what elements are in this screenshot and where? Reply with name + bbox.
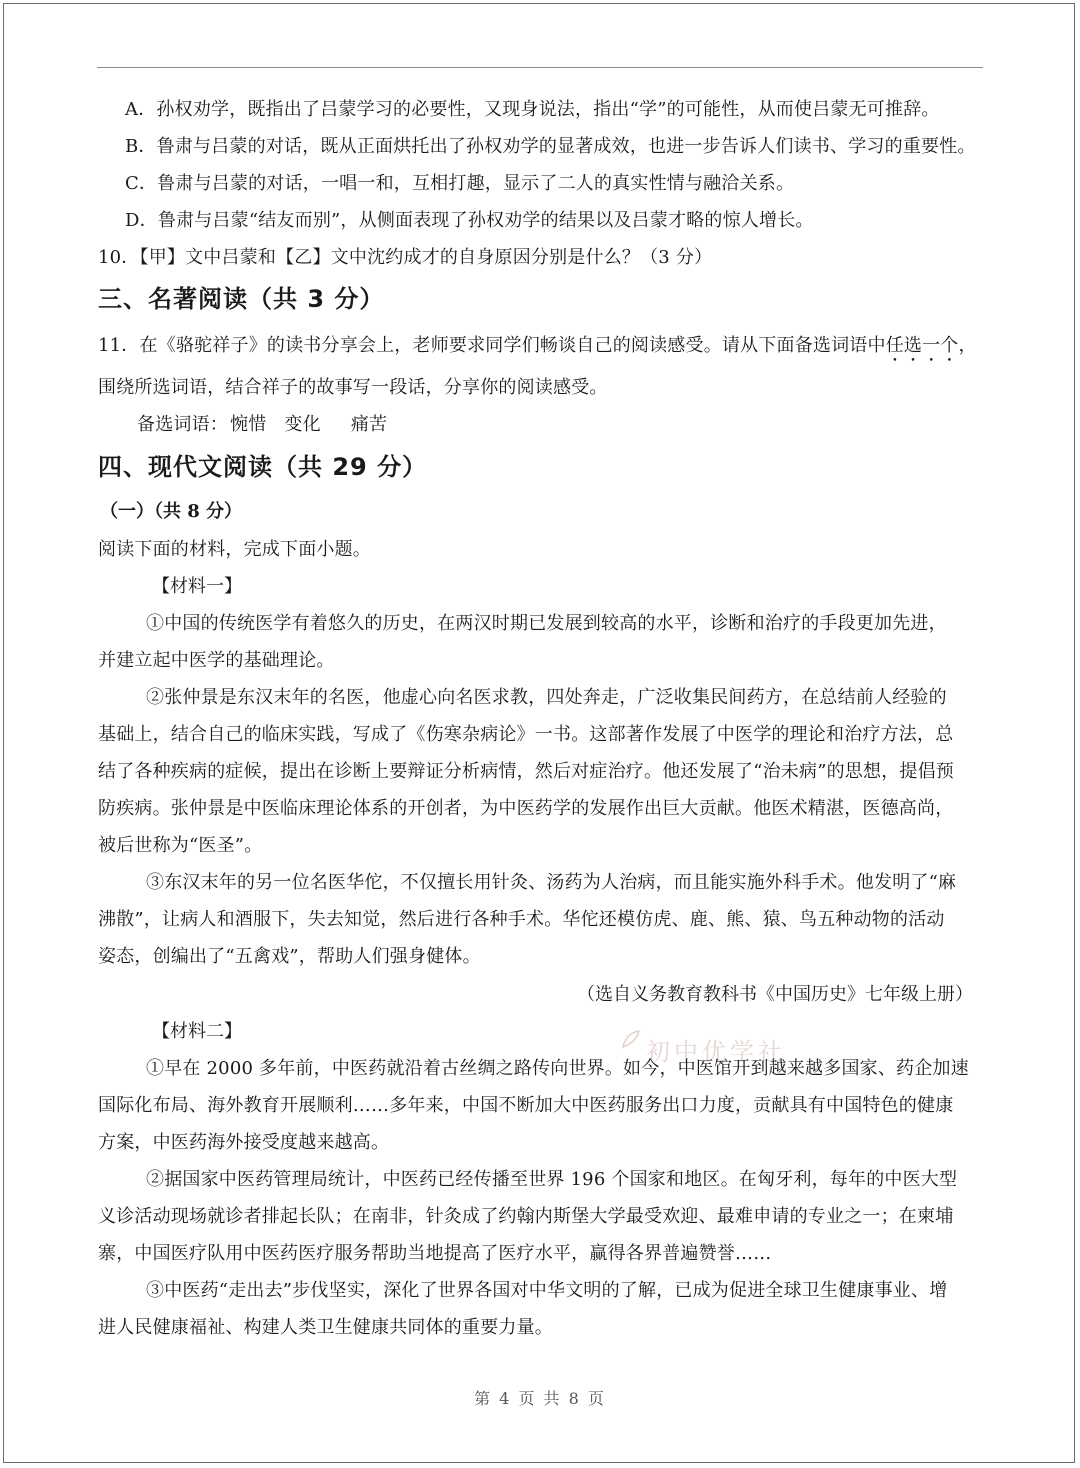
m1-p1-line: 并建立起中医学的基础理论。 — [98, 650, 335, 671]
material-2-label: 【材料二】 — [152, 1021, 242, 1042]
section-3-title: 三、名著阅读（共 3 分） — [98, 285, 385, 313]
m1-p3-line: 姿态，创编出了“五禽戏”，帮助人们强身健体。 — [98, 946, 481, 967]
m2-p2-line: ②据国家中医药管理局统计，中医药已经传播至世界 196 个国家和地区。在匈牙利，每年的中医大型 — [146, 1169, 958, 1190]
page-number: 第 4 页 共 8 页 — [474, 1389, 606, 1408]
question-11-text: 11．在《骆驼祥子》的读书分享会上，老师要求同学们畅谈自己的阅读感受。请从下面备选词语中 — [98, 335, 886, 356]
m1-p2-line: 结了各种疾病的症候，提出在诊断上要辩证分析病情，然后对症治疗。他还发展了“治未病”的思想，提倡预 — [98, 761, 954, 782]
candidate-word: 惋惜 — [230, 414, 267, 435]
m2-p1-line: 国际化布局、海外教育开展顺利……多年来，中国不断加大中医药服务出口力度，贡献具有中国特色的健康 — [98, 1095, 954, 1116]
question-11-line-2: 围绕所选词语，结合祥子的故事写一段话，分享你的阅读感受。 — [98, 377, 608, 398]
m1-p3-line: 沸散”，让病人和酒服下，失去知觉，然后进行各种手术。华佗还模仿虎、鹿、熊、猿、鸟五种动物的活动 — [98, 909, 945, 930]
m1-p2-line: 防疾病。张仲景是中医临床理论体系的开创者，为中医药学的发展作出巨大贡献。他医术精湛，医德高尚， — [98, 798, 954, 819]
m2-p3-line: 进人民健康福祉、构建人类卫生健康共同体的重要力量。 — [98, 1317, 553, 1338]
m1-p2-line: 基础上，结合自己的临床实践，写成了《伤寒杂病论》一书。这部著作发展了中医学的理论和治疗方法，总 — [98, 724, 954, 745]
question-11-comma: ， — [958, 335, 977, 356]
m1-p2-line: ②张仲景是东汉末年的名医，他虚心向名医求教，四处奔走，广泛收集民间药方，在总结前人经验的 — [146, 687, 947, 708]
m2-p2-line: 寨，中国医疗队用中医药医疗服务帮助当地提高了医疗水平，赢得各界普遍赞誉…… — [98, 1243, 772, 1264]
m2-p1-line: ①早在 2000 多年前，中医药就沿着古丝绸之路传向世界。如今，中医馆开到越来越多国家、药企加速 — [146, 1058, 969, 1079]
option-c: C．鲁肃与吕蒙的对话，一唱一和，互相打趣，显示了二人的真实性情与融洽关系。 — [125, 173, 795, 194]
candidate-word: 变化 — [284, 414, 321, 435]
option-b: B．鲁肃与吕蒙的对话，既从正面烘托出了孙权劝学的显著成效，也进一步告诉人们读书、学习的重要性。 — [125, 136, 976, 157]
material-1-label: 【材料一】 — [152, 576, 242, 597]
m1-p2-line: 被后世称为“医圣”。 — [98, 835, 263, 856]
watermark-text: 初中优学社 — [646, 1038, 786, 1066]
material-1-source: （选自义务教育教科书《中国历史》七年级上册） — [577, 984, 973, 1005]
m1-p3-line: ③东汉末年的另一位名医华佗，不仅擅长用针灸、汤药为人治病，而且能实施外科手术。他发明了“麻 — [146, 872, 957, 893]
candidate-words — [137, 412, 387, 438]
emphasis-choose-one: 任选一个 — [885, 335, 959, 356]
m2-p1-line: 方案，中医药海外接受度越来越高。 — [98, 1132, 390, 1153]
header-rule — [97, 67, 983, 68]
m2-p2-line: 义诊活动现场就诊者排起长队；在南非，针灸成了约翰内斯堡大学最受欢迎、最难申请的专业之一；在柬埔 — [98, 1206, 954, 1227]
option-a: A．孙权劝学，既指出了吕蒙学习的必要性，又现身说法，指出“学”的可能性，从而使吕蒙无可推辞。 — [125, 99, 940, 120]
reading-instruction: 阅读下面的材料，完成下面小题。 — [98, 539, 371, 560]
section-4-title: 四、现代文阅读（共 29 分） — [98, 453, 428, 481]
part-1-title: （一）（共 8 分） — [100, 501, 243, 522]
candidate-words-label: 备选词语： — [137, 414, 228, 435]
m1-p1-line: ①中国的传统医学有着悠久的历史，在两汉时期已发展到较高的水平，诊断和治疗的手段更加先进， — [146, 613, 947, 634]
m2-p3-line: ③中医药“走出去”步伐坚实，深化了世界各国对中华文明的了解，已成为促进全球卫生健康事业、增 — [146, 1280, 948, 1301]
watermark-leaf-icon — [620, 1028, 642, 1050]
candidate-word: 痛苦 — [350, 414, 388, 435]
option-d: D．鲁肃与吕蒙“结友而别”，从侧面表现了孙权劝学的结果以及吕蒙才略的惊人增长。 — [125, 210, 814, 231]
question-11-line-1 — [98, 333, 977, 366]
question-10: 10．【甲】文中吕蒙和【乙】文中沈约成才的自身原因分别是什么？（3 分） — [98, 247, 713, 268]
